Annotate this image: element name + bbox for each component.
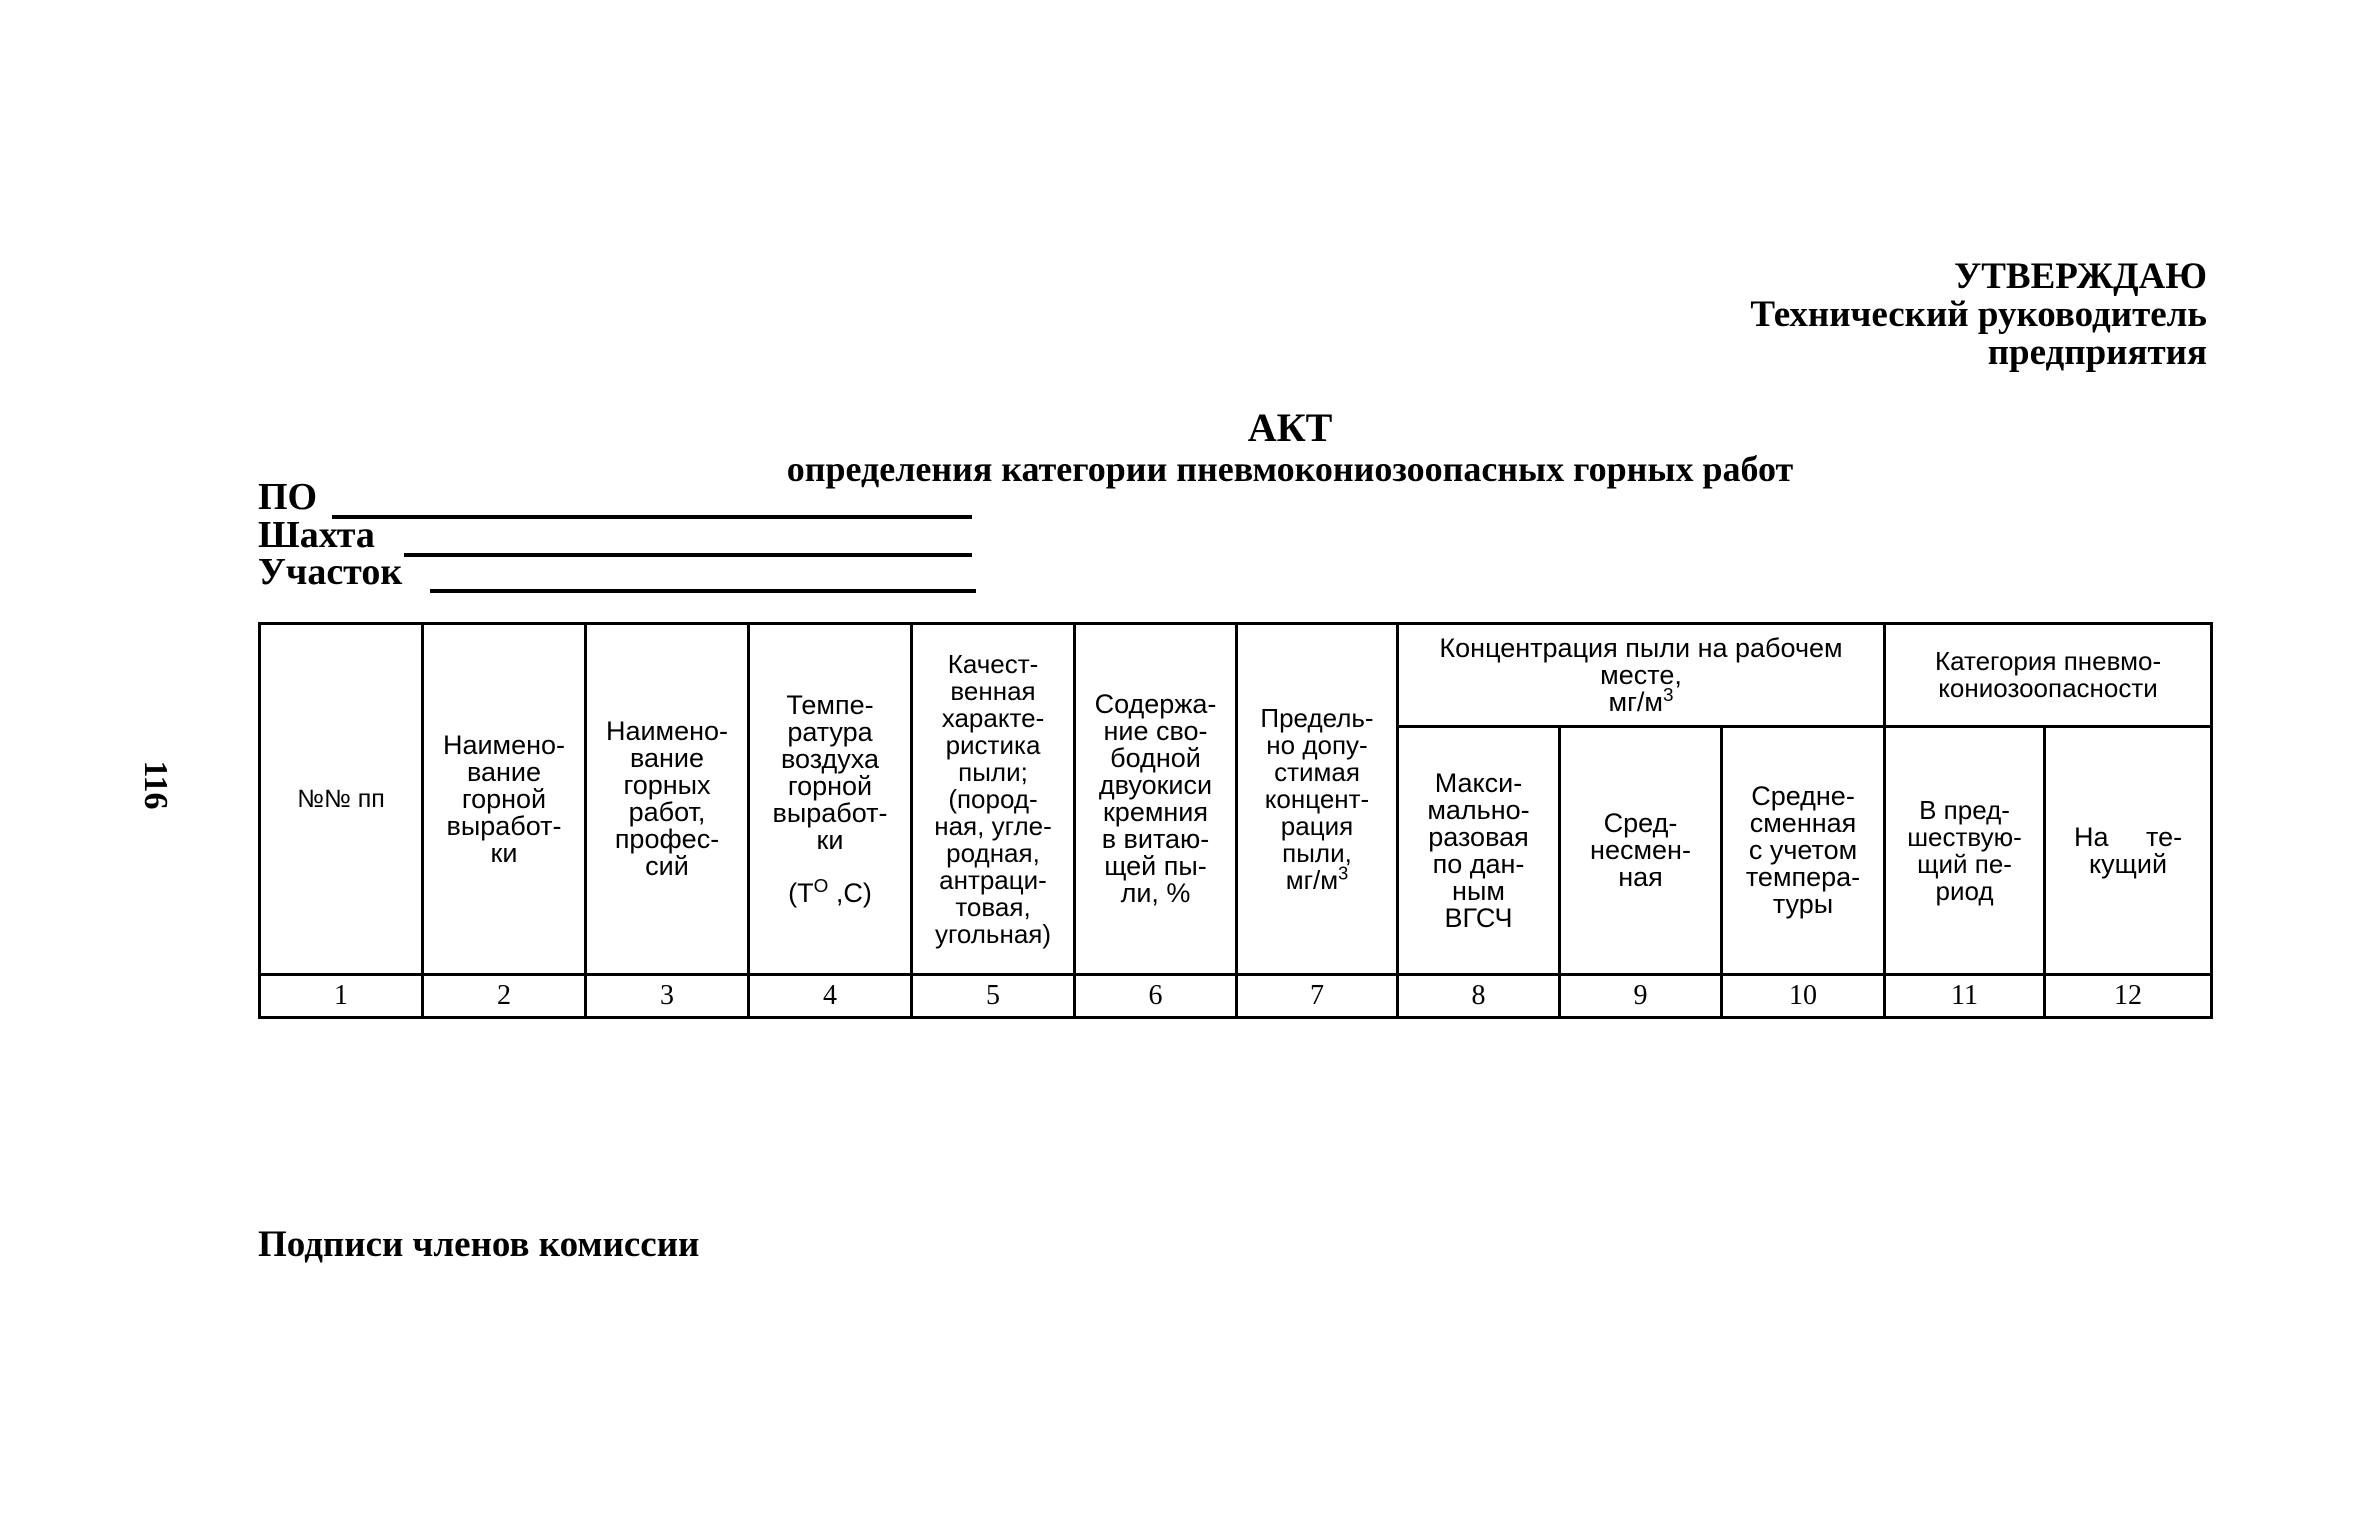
approval-block <box>1750 258 2207 372</box>
po-field-label: ПО <box>258 476 318 518</box>
column-number: 5 <box>912 975 1075 1018</box>
header-shift-average-label: Сред- несмен- ная <box>1590 808 1691 892</box>
header-hazard-category-label: Категория пневмо- кониозоопасности <box>1934 646 2162 703</box>
header-air-temperature-unit <box>788 875 872 908</box>
mine-field-label: Шахта <box>258 514 375 556</box>
document-title <box>560 405 2020 490</box>
title-subtitle: определения категории пневмокониозоопасных горных работ <box>786 449 1794 489</box>
header-max-single-label: Макси- мально- разовая по дан- ным ВГСЧ <box>1427 767 1530 933</box>
header-current-period <box>2045 727 2212 975</box>
header-mac-label: Предель- но допу- стимая концент- рация пыли, <box>1260 702 1374 868</box>
temperature-unit-base: (T <box>788 877 814 908</box>
column-number: 10 <box>1722 975 1885 1018</box>
header-working-name <box>423 624 586 975</box>
approval-heading: УТВЕРЖДАЮ <box>1954 256 2207 297</box>
column-number: 9 <box>1560 975 1722 1018</box>
header-work-profession-label: Наимено- вание горных работ, профес- сий <box>605 716 729 881</box>
header-shift-average-temperature-label: Средне- сменная с учетом темпера- туры <box>1745 781 1861 919</box>
section-field[interactable] <box>430 589 976 593</box>
header-dust-concentration-unit <box>1608 684 1674 717</box>
header-max-allowable-concentration <box>1237 624 1398 975</box>
column-number: 4 <box>749 975 912 1018</box>
header-current-period-label: На те- кущий <box>2073 821 2183 879</box>
column-number: 2 <box>423 975 586 1018</box>
mac-unit-base: мг/м <box>1285 864 1339 895</box>
header-shift-average-temperature <box>1722 727 1885 975</box>
header-air-temperature <box>749 624 912 975</box>
column-number: 11 <box>1885 975 2045 1018</box>
act-table <box>258 622 2213 1019</box>
header-previous-period <box>1885 727 2045 975</box>
header-air-temperature-label: Темпе- ратура воздуха горной выработ- ки <box>772 689 888 855</box>
column-number: 8 <box>1398 975 1560 1018</box>
header-max-single <box>1398 727 1560 975</box>
header-working-name-label: Наимено- вание горной выработ- ки <box>442 729 566 868</box>
concentration-unit-base: мг/м <box>1608 686 1663 717</box>
signatures-label: Подписи членов комиссии <box>258 1224 700 1265</box>
header-row-number <box>260 624 423 975</box>
approval-position: Технический руководитель <box>1750 294 2207 335</box>
mac-unit-sup: 3 <box>1338 862 1349 883</box>
column-number: 12 <box>2045 975 2212 1018</box>
header-dust-concentration-group <box>1398 624 1885 727</box>
header-silica-content <box>1075 624 1237 975</box>
header-silica-content-label: Содержа- ние сво- бодной двуокиси кремния в витаю- щей пы- ли, % <box>1094 689 1217 908</box>
column-number-row <box>260 975 2212 1018</box>
header-previous-period-label: В пред- шествую- щий пе- риод <box>1907 794 2022 906</box>
header-dust-quality <box>912 624 1075 975</box>
approval-organization: предприятия <box>1987 332 2207 373</box>
table-header-row <box>260 624 2212 727</box>
header-shift-average <box>1560 727 1722 975</box>
column-number: 1 <box>260 975 423 1018</box>
column-number: 7 <box>1237 975 1398 1018</box>
header-row-number-label: №№ пп <box>297 785 385 813</box>
column-number: 6 <box>1075 975 1237 1018</box>
mine-field[interactable] <box>404 553 972 557</box>
temperature-unit-tail: ,C) <box>828 877 872 908</box>
temperature-unit-degree: O <box>813 875 829 897</box>
po-field[interactable] <box>332 515 972 519</box>
concentration-unit-sup: 3 <box>1663 684 1674 706</box>
header-dust-concentration-label: Концентрация пыли на рабочем месте, <box>1439 632 1843 690</box>
header-hazard-category-group <box>1885 624 2212 727</box>
page-number: 116 <box>137 760 174 810</box>
header-work-profession <box>586 624 749 975</box>
column-number: 3 <box>586 975 749 1018</box>
title-main: АКТ <box>1247 405 1333 450</box>
section-field-label: Участок <box>258 551 403 593</box>
header-dust-quality-label: Качест- венная характе- ристика пыли; (пород- ная, угле- родная, антраци- товая, угольная) <box>934 648 1052 949</box>
header-mac-unit <box>1285 862 1349 895</box>
